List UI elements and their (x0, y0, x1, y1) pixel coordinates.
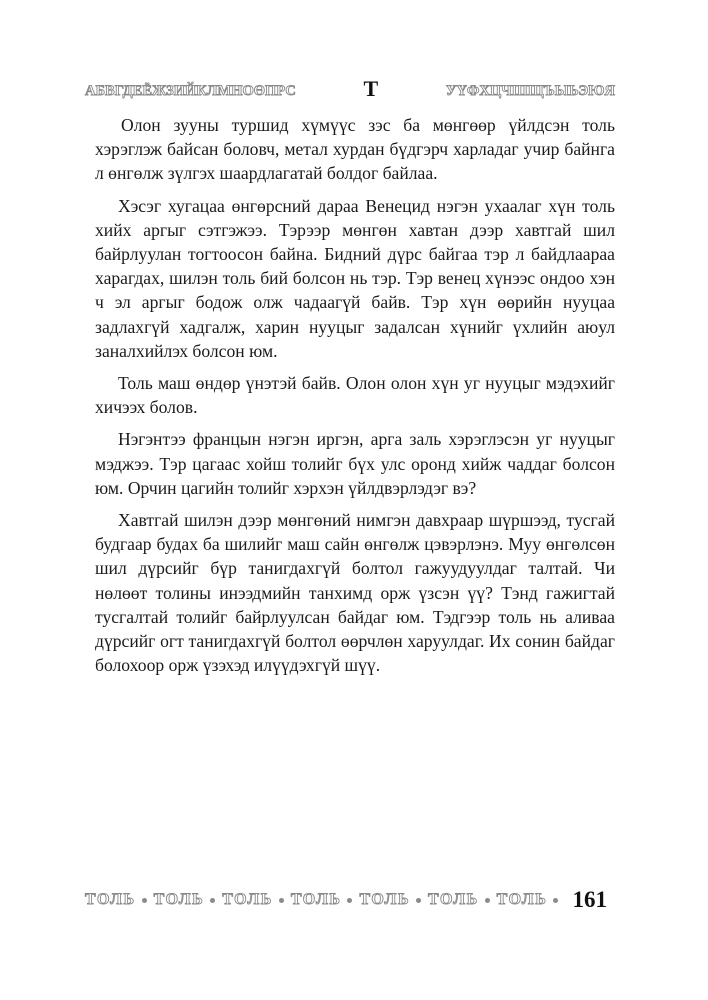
running-title-word: ТОЛЬ (222, 891, 273, 908)
running-title-word: ТОЛЬ (85, 891, 136, 908)
running-title-word: ТОЛЬ (496, 891, 548, 908)
page-footer (85, 884, 615, 916)
bullet-separator (553, 898, 558, 903)
running-title-word: ТОЛЬ (290, 891, 342, 908)
bullet-separator (142, 898, 147, 903)
page-number: 161 (572, 887, 607, 912)
bullet-separator (485, 898, 490, 903)
alphabet-header (85, 76, 615, 100)
running-title-word: ТОЛЬ (153, 891, 205, 908)
paragraph: Нэгэнтээ францын нэгэн иргэн, арга заль хэрэглэсэн уг нууцыг мэджээ. Тэр цагаас хойш толийг бүх улс оронд хийж чаддаг болсон юм. Орчин цагийн толийг хэрхэн үйлдвэрлэдэг вэ? (95, 429, 615, 498)
alphabet-letters-after: УҮФХЦЧШЩЪЫЬЭЮЯ (445, 83, 615, 99)
bullet-separator (347, 898, 352, 903)
body-text (95, 113, 615, 685)
bullet-separator (210, 898, 215, 903)
paragraph: Хэсэг хугацаа өнгөрсний дараа Венецид нэгэн ухаалаг хүн толь хийх аргыг сэтгэжээ. Тэрээр мөнгөн хавтан дээр хавтгай шил байрлуулан тогтоосон байна. Бидний дүрс байгаа тэр л байдлаараа харагдах, шилэн толь бий болсон нь тэр. Тэр венец хүнээс ондоо хэн ч эл аргыг бодож олж чадаагүй байв. Тэр хүн өөрийн нууцаа задлахгүй хадгалж, харин нууцыг задалсан хүнийг үхлийн аюул заналхийлэх болсон юм. (95, 195, 615, 361)
bullet-separator (279, 898, 284, 903)
paragraph: Олон зууны туршид хүмүүс зэс ба мөнгөөр үйлдсэн толь хэрэглэж байсан боловч, метал хурдан бүдгэрч харладаг учир байнга л өнгөлж зүлгэх шаардлагатай болдог байлаа. (95, 115, 615, 184)
running-title (85, 891, 565, 909)
alphabet-highlighted-letter: Т (363, 76, 379, 101)
running-title-word: ТОЛЬ (359, 891, 411, 908)
bullet-separator (416, 898, 421, 903)
alphabet-letters-before: АБВГДЕЁЖЗИЙКЛМНОӨПРС (85, 83, 296, 99)
paragraph: Толь маш өндөр үнэтэй байв. Олон олон хүн уг нууцыг мэдэхийг хичээх болов. (95, 373, 615, 418)
paragraph: Хавтгай шилэн дээр мөнгөний нимгэн давхраар шүршээд, тусгай будгаар будах ба шилийг маш сайн өнгөлж цэвэрлэнэ. Муу өнгөлсөн шил дүрсийг бүр танигдахгүй болтол гажуудуулдаг талтай. Чи нөлөөт толины инээдмийн танхимд орж үзсэн үү? Тэнд гажигтай тусгалтай толийг байрлуулсан байдаг юм. Тэдгээр толь нь аливаа дүрсийг огт танигдахгүй болтол өөрчлөн харуулдаг. Их сонин байдаг болохоор орж үзэхэд илүүдэхгүй шүү. (95, 510, 615, 676)
running-title-word: ТОЛЬ (428, 891, 479, 908)
